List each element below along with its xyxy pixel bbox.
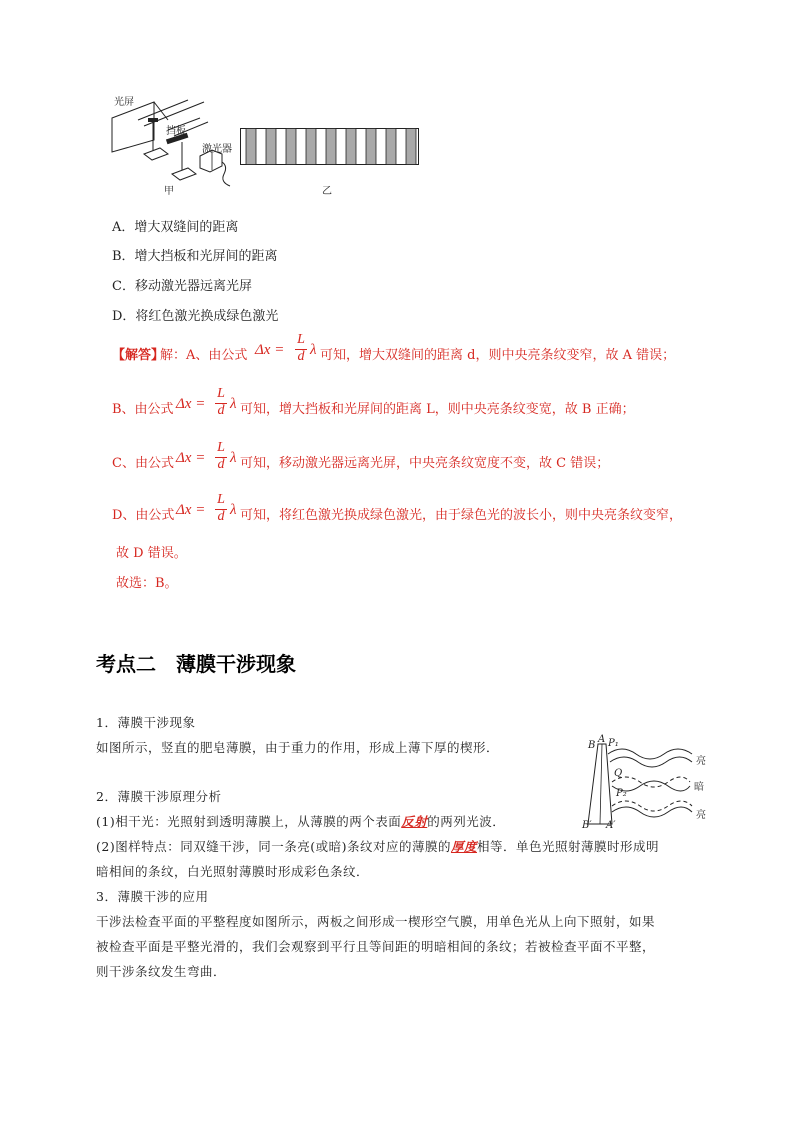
p2-item-2 [96, 837, 659, 855]
formula-fraction [214, 492, 228, 528]
answer-line-b [112, 384, 752, 424]
fraction-denominator: d [297, 349, 305, 364]
answer-d-prefix: D、由公式 [112, 508, 175, 523]
section-heading: 考点二 薄膜干涉现象 [96, 652, 296, 676]
fraction-numerator: L [217, 386, 225, 401]
label-laser: 激光器 [202, 144, 232, 155]
label-bright-top: 亮 [696, 756, 706, 767]
point-Q: Q [614, 768, 623, 779]
answer-c-prefix: C、由公式 [112, 456, 174, 471]
fraction-numerator: L [217, 440, 225, 455]
keyword-reflection: 反射 [401, 814, 428, 829]
fraction-numerator: L [297, 332, 305, 347]
label-jia: 甲 [164, 186, 174, 197]
label-yi: 乙 [322, 186, 332, 197]
p1-text: 如图所示，竖直的肥皂薄膜，由于重力的作用，形成上薄下厚的楔形． [96, 740, 500, 755]
label-bright-bottom: 亮 [696, 810, 706, 821]
option-c: C．移动激光器远离光屏 [112, 279, 252, 294]
answer-tag: 【解答】 [112, 348, 165, 363]
p3-line-3: 则干涉条纹发生弯曲． [96, 964, 227, 979]
p1-title: 1．薄膜干涉现象 [96, 715, 196, 730]
point-P2: P₂ [616, 788, 627, 799]
p2-item-1 [96, 812, 505, 830]
answer-choice: 故选：B。 [116, 576, 178, 591]
label-dark: 暗 [694, 782, 704, 793]
answer-b-prefix: B、由公式 [112, 402, 174, 417]
point-B-prime: B′ [582, 820, 592, 831]
fraction-denominator: d [217, 457, 225, 472]
formula-lambda: λ [230, 502, 237, 518]
formula-fraction [214, 440, 228, 476]
answer-line-d [112, 490, 772, 530]
p2-item-2-post: 相等．单色光照射薄膜时形成明 [476, 839, 659, 854]
formula-lambda: λ [230, 396, 237, 412]
fraction-numerator: L [217, 492, 225, 507]
answer-line-c [112, 438, 752, 478]
p2-item-1-post: 的两列光波． [427, 814, 506, 829]
option-a: A．增大双缝间的距离 [112, 220, 239, 235]
formula-lhs: Δx = [176, 396, 206, 412]
p2-item-2-pre: (2)图样特点：同双缝干涉，同一条亮(或暗)条纹对应的薄膜的 [96, 839, 451, 854]
p3-line-2: 被检查平面是平整光滑的，我们会观察到平行且等间距的明暗相间的条纹；若被检查平面不平整， [96, 939, 656, 954]
formula-lhs: Δx = [176, 450, 206, 466]
double-slit-figure [108, 90, 428, 195]
p3-title: 3．薄膜干涉的应用 [96, 889, 209, 904]
p3-line-1: 干涉法检查平面的平整程度如图所示，两板之间形成一楔形空气膜，用单色光从上向下照射，如果 [96, 914, 656, 929]
fraction-denominator: d [217, 509, 225, 524]
p2-item-2-line2: 暗相间的条纹，白光照射薄膜时形成彩色条纹． [96, 864, 370, 879]
answer-a-prefix: 解：A、由公式 [160, 348, 248, 363]
option-d: D．将红色激光换成绿色激光 [112, 309, 279, 324]
p2-item-1-pre: (1)相干光：光照射到透明薄膜上，从薄膜的两个表面 [96, 814, 402, 829]
point-A-prime: A′ [606, 820, 616, 831]
p2-title: 2．薄膜干涉原理分析 [96, 789, 222, 804]
option-b: B．增大挡板和光屏间的距离 [112, 249, 278, 264]
answer-b-text: 可知，增大挡板和光屏间的距离 L，则中央亮条纹变宽，故 B 正确； [240, 402, 635, 417]
formula-fraction [294, 332, 308, 368]
keyword-thickness: 厚度 [450, 839, 477, 854]
answer-line-a [112, 330, 752, 370]
answer-d-continuation: 故 D 错误。 [116, 546, 187, 561]
thin-film-figure [582, 734, 712, 834]
formula-lambda: λ [230, 450, 237, 466]
thin-film-wedge-drawing [582, 734, 712, 834]
fraction-denominator: d [217, 403, 225, 418]
formula-lhs: Δx = [176, 502, 206, 518]
label-screen: 光屏 [114, 97, 134, 108]
answer-c-text: 可知，移动激光器远离光屏，中央亮条纹宽度不变，故 C 错误； [240, 456, 610, 471]
formula-lambda: λ [310, 342, 317, 358]
point-A: A [598, 734, 606, 745]
formula-fraction [214, 386, 228, 422]
point-B: B [588, 740, 596, 751]
label-baffle: 挡板 [166, 126, 186, 137]
fringe-pattern [240, 128, 420, 168]
point-P1: P₁ [608, 738, 619, 749]
answer-d-text: 可知，将红色激光换成绿色激光，由于绿色光的波长小，则中央亮条纹变窄， [240, 508, 683, 523]
formula-lhs: Δx = [255, 342, 285, 358]
answer-a-text: 可知，增大双缝间的距离 d，则中央亮条纹变窄，故 A 错误； [320, 348, 676, 363]
